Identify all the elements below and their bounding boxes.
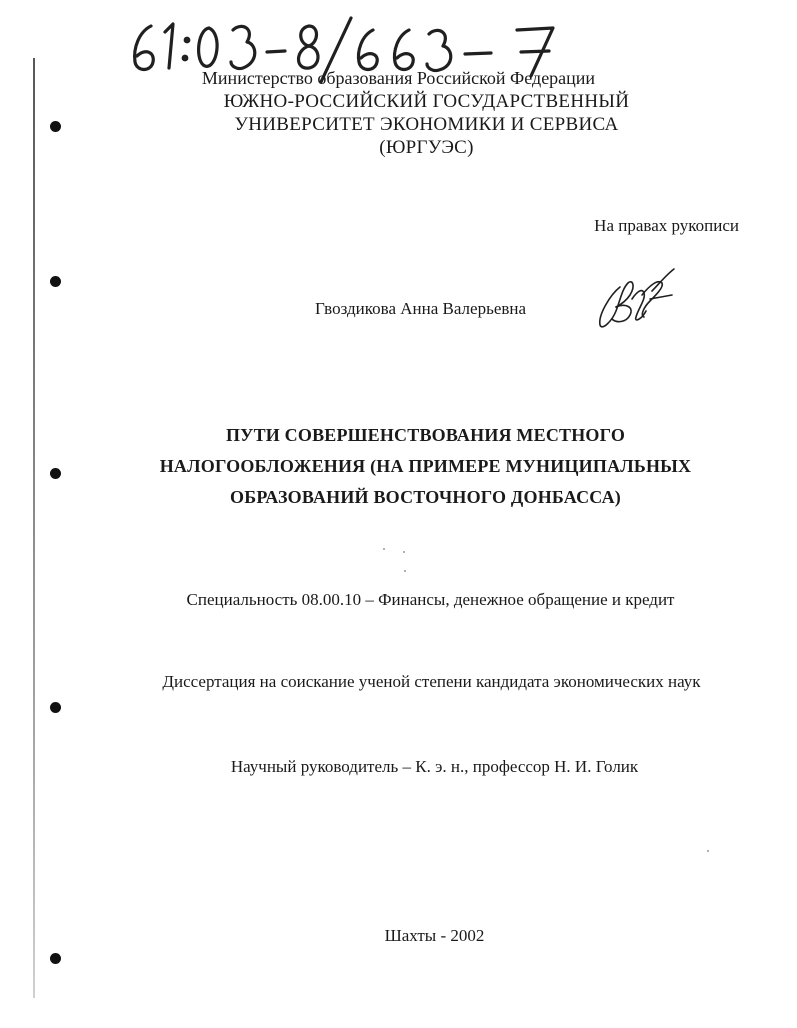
dissertation-title-line-3: ОБРАЗОВАНИЙ ВОСТОЧНОГО ДОНБАССА) — [230, 487, 621, 507]
author-name: Гвоздикова Анна Валерьевна — [315, 299, 527, 318]
city-and-year: Шахты - 2002 — [384, 926, 485, 945]
binding-hole-mark — [50, 702, 61, 713]
scientific-supervisor: Научный руководитель – К. э. н., профессор Н. И. Голик — [230, 757, 639, 776]
binding-hole-mark — [50, 953, 61, 964]
author-signature — [592, 265, 682, 333]
scan-speck — [404, 570, 406, 572]
university-name-line-1: ЮЖНО-РОССИЙСКИЙ ГОСУДАРСТВЕННЫЙ — [223, 91, 630, 112]
university-name — [28, 90, 797, 159]
dissertation-title-line-1: ПУТИ СОВЕРШЕНСТВОВАНИЯ МЕСТНОГО — [225, 425, 626, 445]
degree-statement: Диссертация на соискание ученой степени кандидата экономических наук — [162, 672, 701, 691]
scan-speck — [383, 548, 385, 550]
dissertation-title — [27, 420, 797, 513]
scan-speck — [403, 551, 405, 553]
specialty-line: Специальность 08.00.10 – Финансы, денежное обращение и кредит — [186, 590, 675, 609]
binding-hole-mark — [50, 276, 61, 287]
scan-speck — [707, 850, 709, 852]
scan-left-edge-line — [33, 58, 35, 998]
university-name-line-2: УНИВЕРСИТЕТ ЭКОНОМИКИ И СЕРВИСА — [234, 114, 619, 135]
university-abbreviation: (ЮРГУЭС) — [379, 137, 474, 158]
ministry-line: Министерство образования Российской Федерации — [201, 68, 596, 88]
manuscript-rights-note: На правах рукописи — [594, 216, 739, 235]
dissertation-title-line-2: НАЛОГООБЛОЖЕНИЯ (НА ПРИМЕРЕ МУНИЦИПАЛЬНЫХ — [159, 456, 692, 476]
